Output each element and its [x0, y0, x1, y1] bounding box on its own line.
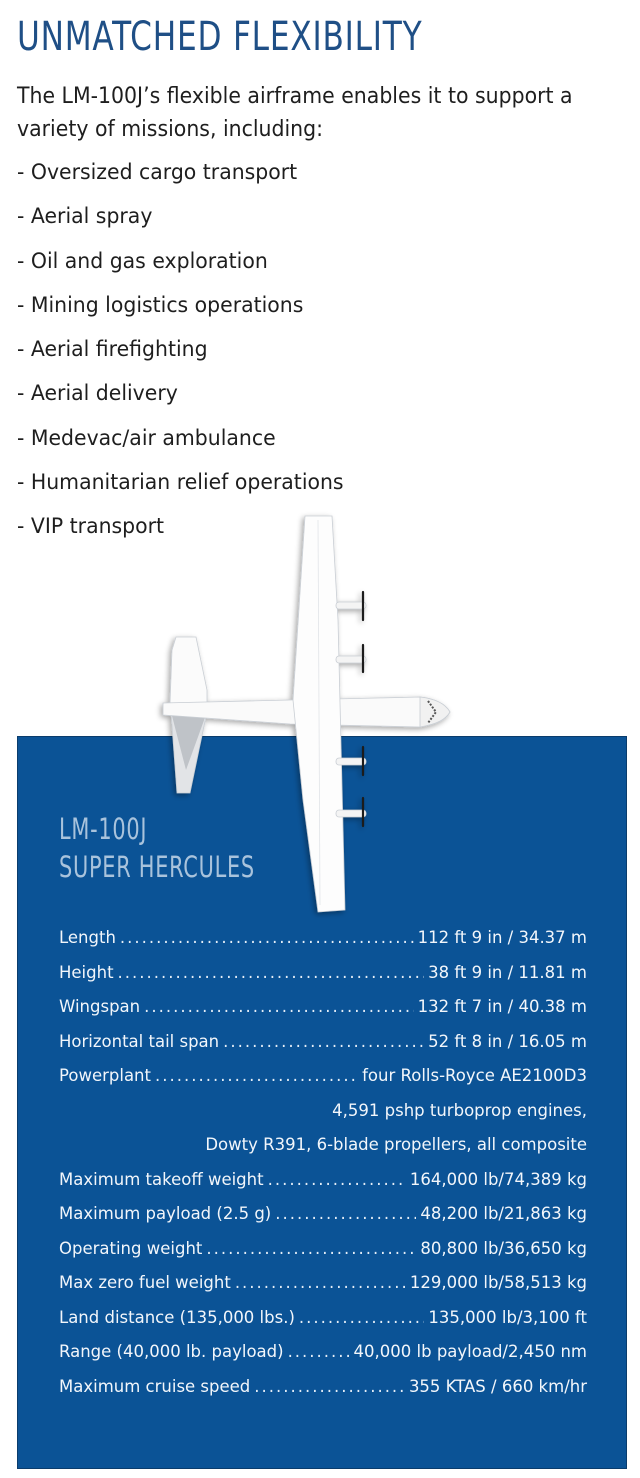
- spec-value: 48,200 lb/21,863 kg: [420, 1204, 587, 1223]
- mission-item: - Medevac/air ambulance: [17, 425, 276, 451]
- intro-text: The LM-100J’s flexible airframe enables it to support a variety of missions, including:: [17, 84, 573, 142]
- spec-label: Maximum takeoff weight: [59, 1169, 264, 1189]
- mission-item: - Oil and gas exploration: [17, 248, 268, 274]
- aircraft-model: LM-100J: [59, 812, 148, 846]
- spec-value: 80,800 lb/36,650 kg: [420, 1238, 587, 1258]
- spec-value: 38 ft 9 in / 11.81 m: [428, 962, 587, 982]
- aircraft-subtitle: SUPER HERCULES: [59, 850, 255, 884]
- specs-table: [59, 928, 587, 1411]
- mission-item: - Oversized cargo transport: [17, 160, 298, 185]
- spec-row-height: [59, 963, 587, 998]
- spec-value: 164,000 lb/74,389 kg: [409, 1169, 587, 1189]
- dot-leader: [288, 1342, 350, 1361]
- spec-label: Maximum cruise speed: [59, 1376, 251, 1396]
- spec-row-wingspan: [59, 997, 587, 1032]
- spec-row-max-takeoff-weight: [59, 1170, 587, 1205]
- spec-label: Horizontal tail span: [59, 1031, 220, 1051]
- mission-item: - Aerial delivery: [17, 381, 178, 407]
- spec-value: 355 KTAS / 660 km/hr: [408, 1376, 587, 1396]
- mission-item: - Aerial spray: [17, 204, 153, 230]
- spec-value: 112 ft 9 in / 34.37 m: [417, 928, 587, 947]
- plane-top-view-icon: [150, 505, 460, 925]
- mission-item: - Humanitarian relief operations: [17, 470, 344, 496]
- dot-leader: [268, 1170, 406, 1189]
- spec-row-land-distance: [59, 1308, 587, 1343]
- spec-row-operating-weight: [59, 1239, 587, 1274]
- spec-value: 52 ft 8 in / 16.05 m: [428, 1031, 587, 1051]
- dot-leader: [275, 1204, 416, 1223]
- spec-row-max-zero-fuel-weight: [59, 1273, 587, 1308]
- spec-row-range: [59, 1342, 587, 1377]
- spec-row-tail-span: [59, 1032, 587, 1067]
- missions-list: [17, 155, 361, 554]
- spec-label: Land distance (135,000 lbs.): [59, 1307, 295, 1327]
- spec-row-length: [59, 928, 587, 963]
- spec-label: Max zero fuel weight: [59, 1273, 231, 1292]
- dot-leader: [144, 997, 414, 1016]
- spec-continuation: 4,591 pshp turboprop engines,: [332, 1100, 587, 1120]
- dot-leader: [155, 1066, 358, 1085]
- dot-leader: [206, 1239, 416, 1258]
- mission-item: - Mining logistics operations: [17, 292, 304, 318]
- dot-leader: [299, 1308, 425, 1327]
- spec-label: Range (40,000 lb. payload): [59, 1342, 284, 1361]
- spec-label: Powerplant: [59, 1066, 151, 1085]
- spec-row-cruise-speed: [59, 1377, 587, 1412]
- spec-row-powerplant: [59, 1066, 587, 1101]
- dot-leader: [120, 928, 414, 947]
- page-title: UNMATCHED FLEXIBILITY: [17, 14, 423, 60]
- spec-row-max-payload: [59, 1204, 587, 1239]
- dot-leader: [118, 963, 425, 982]
- dot-leader: [235, 1273, 406, 1292]
- spec-label: Height: [59, 962, 114, 982]
- spec-continuation: Dowty R391, 6-blade propellers, all composite: [205, 1135, 587, 1154]
- dot-leader: [223, 1032, 424, 1051]
- dot-leader: [254, 1377, 405, 1396]
- spec-value: 129,000 lb/58,513 kg: [409, 1273, 587, 1292]
- spec-label: Operating weight: [59, 1238, 203, 1258]
- mission-item: - VIP transport: [17, 514, 165, 540]
- spec-label: Wingspan: [59, 997, 141, 1016]
- spec-value: 135,000 lb/3,100 ft: [428, 1307, 587, 1327]
- spec-value: 132 ft 7 in / 40.38 m: [417, 997, 587, 1016]
- spec-value: 40,000 lb payload/2,450 nm: [353, 1342, 587, 1361]
- spec-value: four Rolls-Royce AE2100D3: [362, 1066, 587, 1085]
- mission-item: - Aerial firefighting: [17, 337, 208, 363]
- spec-label: Length: [59, 928, 116, 947]
- spec-label: Maximum payload (2.5 g): [59, 1204, 272, 1223]
